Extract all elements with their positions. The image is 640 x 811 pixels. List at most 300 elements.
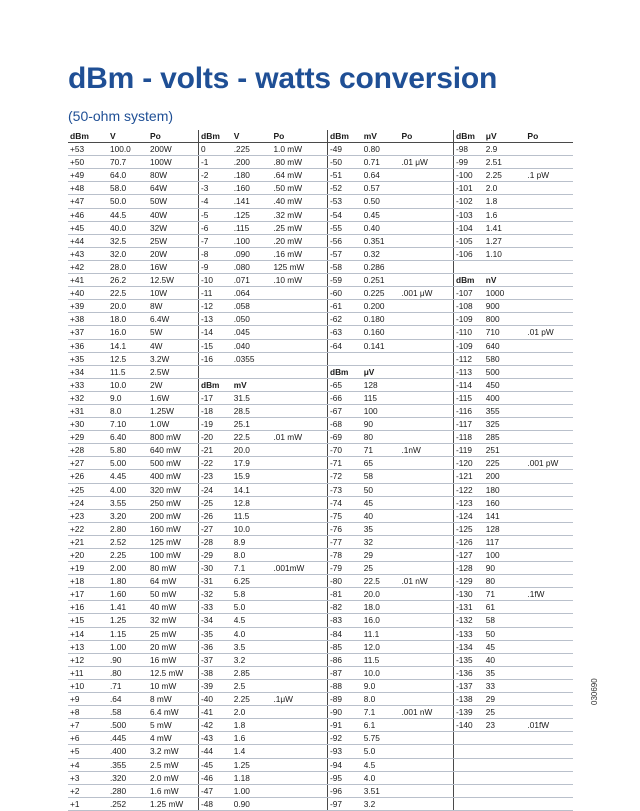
column-group-4: [453, 274, 573, 286]
table-cell: -85: [330, 641, 342, 652]
table-cell: [271, 392, 327, 404]
column-group-3: [327, 759, 453, 771]
table-cell: [271, 497, 327, 509]
table-cell: 1.0W: [150, 419, 170, 430]
column-group-4: [453, 667, 573, 679]
column-group-2: [198, 785, 327, 797]
table-cell: -123: [456, 497, 473, 508]
column-group-2: [198, 601, 327, 613]
table-cell: -101: [456, 183, 473, 194]
table-cell: 16.0: [363, 615, 380, 626]
column-group-4: [453, 484, 573, 496]
page-subtitle: (50-ohm system): [68, 108, 174, 124]
table-cell: +32: [70, 392, 85, 403]
table-cell: [525, 759, 573, 771]
table-cell: .50 mW: [273, 183, 303, 194]
table-cell: 200 mW: [150, 510, 181, 521]
table-cell: 250 mW: [150, 497, 181, 508]
column-group-1: [68, 379, 198, 391]
table-cell: 29: [485, 694, 495, 705]
table-cell: [525, 706, 573, 718]
table-cell: .045: [233, 327, 250, 338]
column-header: dBm: [330, 131, 349, 141]
table-cell: 16 mW: [150, 654, 177, 665]
table-cell: [399, 353, 453, 365]
table-cell: [525, 484, 573, 496]
column-group-2: [198, 628, 327, 640]
column-header: dBm: [201, 131, 220, 141]
table-cell: .080: [233, 261, 250, 272]
table-cell: [525, 641, 573, 653]
table-cell: [271, 798, 327, 810]
column-group-1: [68, 366, 198, 378]
column-group-2: [198, 169, 327, 181]
table-cell: dBm: [201, 379, 220, 390]
table-cell: 58: [363, 471, 373, 482]
table-cell: -79: [330, 563, 342, 574]
table-cell: 285: [485, 432, 500, 443]
table-cell: 0.286: [363, 261, 385, 272]
table-cell: -22: [201, 458, 213, 469]
table-cell: [525, 405, 573, 417]
table-cell: [525, 470, 573, 482]
column-group-3: [327, 156, 453, 168]
table-cell: .71: [110, 680, 122, 691]
table-cell: [399, 785, 453, 797]
column-group-3: [327, 641, 453, 653]
column-group-4: [453, 405, 573, 417]
column-group-3: [327, 340, 453, 352]
table-cell: .141: [233, 196, 250, 207]
column-header: Po: [273, 131, 285, 141]
table-cell: .1fW: [527, 589, 545, 600]
table-row: [68, 235, 573, 248]
table-row: [68, 287, 573, 300]
column-group-3: [327, 484, 453, 496]
table-cell: +48: [70, 183, 85, 194]
table-row: [68, 340, 573, 353]
table-cell: -6: [201, 222, 209, 233]
table-cell: -122: [456, 484, 473, 495]
table-cell: 80: [363, 432, 373, 443]
table-cell: [271, 300, 327, 312]
table-cell: 11.5: [233, 510, 250, 521]
table-cell: 1.00: [110, 641, 127, 652]
table-cell: [399, 274, 453, 286]
table-cell: 9.0: [363, 680, 376, 691]
table-cell: +36: [70, 340, 85, 351]
column-group-4: [453, 366, 573, 378]
table-cell: 71: [485, 589, 495, 600]
table-cell: [271, 588, 327, 600]
table-cell: 32 mW: [150, 615, 177, 626]
table-cell: 28.5: [233, 405, 250, 416]
table-cell: 800 mW: [150, 432, 181, 443]
table-cell: [199, 366, 232, 378]
table-cell: 3.55: [110, 497, 127, 508]
table-cell: -86: [330, 654, 342, 665]
column-group-2: [198, 654, 327, 666]
table-cell: -53: [330, 196, 342, 207]
column-group-2: [198, 326, 327, 338]
column-group-2: [198, 667, 327, 679]
table-cell: 80: [485, 576, 495, 587]
table-cell: [399, 300, 453, 312]
column-group-1: [68, 759, 198, 771]
table-cell: -93: [330, 746, 342, 757]
table-cell: 3.2 mW: [150, 746, 179, 757]
table-cell: [525, 562, 573, 574]
table-cell: [271, 379, 327, 391]
table-row: [68, 680, 573, 693]
table-cell: -20: [201, 432, 213, 443]
table-cell: 1.15: [110, 628, 127, 639]
table-cell: [525, 156, 573, 168]
table-cell: +42: [70, 261, 85, 272]
column-group-1: [68, 523, 198, 535]
column-group-2: [198, 405, 327, 417]
column-group-3: [327, 248, 453, 260]
column-group-3: [327, 300, 453, 312]
table-cell: 4.5: [363, 759, 376, 770]
column-group-3: [327, 326, 453, 338]
table-cell: .40 mW: [273, 196, 303, 207]
table-cell: [399, 195, 453, 207]
table-cell: -3: [201, 183, 209, 194]
table-cell: 0.45: [363, 209, 380, 220]
table-cell: +12: [70, 654, 85, 665]
column-group-2: [198, 745, 327, 757]
column-group-1: [68, 444, 198, 456]
table-cell: -18: [201, 405, 213, 416]
table-cell: -46: [201, 772, 213, 783]
table-cell: 12.5W: [150, 275, 174, 286]
table-cell: [399, 209, 453, 221]
table-cell: [454, 759, 484, 771]
column-group-4: [453, 169, 573, 181]
column-group-1: [68, 536, 198, 548]
column-group-4: [453, 732, 573, 744]
table-cell: 1000: [485, 288, 505, 299]
column-group-2: [198, 235, 327, 247]
table-cell: -54: [330, 209, 342, 220]
table-cell: 160 mW: [150, 523, 181, 534]
table-cell: 40: [485, 654, 495, 665]
table-cell: 18.0: [110, 314, 127, 325]
table-cell: 3.51: [363, 785, 380, 796]
column-group-2: [198, 156, 327, 168]
table-cell: [271, 457, 327, 469]
table-cell: -25: [201, 497, 213, 508]
table-cell: +30: [70, 419, 85, 430]
column-group-1: [68, 169, 198, 181]
table-cell: [525, 745, 573, 757]
table-cell: .200: [233, 157, 250, 168]
column-group-4: [453, 457, 573, 469]
table-cell: 7.1: [363, 707, 376, 718]
table-row: [68, 549, 573, 562]
table-cell: 2.5W: [150, 366, 170, 377]
table-cell: -91: [330, 720, 342, 731]
table-cell: [271, 536, 327, 548]
table-cell: 0: [201, 144, 206, 155]
table-cell: [399, 719, 453, 731]
column-group-3: [327, 169, 453, 181]
table-cell: 0.90: [233, 798, 250, 809]
table-cell: 100W: [150, 157, 172, 168]
table-cell: 4 mW: [150, 733, 172, 744]
table-cell: -31: [201, 576, 213, 587]
table-cell: -71: [330, 458, 342, 469]
table-cell: 12.8: [233, 497, 250, 508]
column-group-1: [68, 798, 198, 810]
column-group-1: [68, 209, 198, 221]
table-cell: [271, 366, 327, 378]
table-cell: -59: [330, 275, 342, 286]
column-header: mV: [363, 131, 377, 141]
table-cell: -67: [330, 405, 342, 416]
column-group-1: [68, 195, 198, 207]
column-group-1: [68, 222, 198, 234]
table-cell: -102: [456, 196, 473, 207]
table-cell: -58: [330, 261, 342, 272]
column-group-1: [68, 719, 198, 731]
table-cell: [525, 601, 573, 613]
table-cell: [525, 379, 573, 391]
column-group-4: [453, 313, 573, 325]
table-cell: 44.5: [110, 209, 127, 220]
table-cell: [454, 732, 484, 744]
table-cell: [525, 143, 573, 155]
table-cell: +35: [70, 353, 85, 364]
table-cell: 2.00: [110, 563, 127, 574]
column-group-4: [453, 222, 573, 234]
column-header: V: [233, 131, 240, 141]
column-group-4: [453, 628, 573, 640]
table-cell: 3.20: [110, 510, 127, 521]
table-cell: 320 mW: [150, 484, 181, 495]
table-cell: 225: [485, 458, 500, 469]
column-group-3: [327, 549, 453, 561]
table-cell: [454, 798, 484, 810]
table-cell: .1 pW: [527, 170, 550, 181]
table-cell: 58.0: [110, 183, 127, 194]
table-cell: -140: [456, 720, 473, 731]
table-cell: +15: [70, 615, 85, 626]
table-cell: [525, 785, 573, 797]
column-group-2: [198, 248, 327, 260]
table-cell: .01 μW: [401, 157, 428, 168]
table-cell: 40W: [150, 209, 168, 220]
table-cell: [454, 261, 484, 273]
column-group-3: [327, 392, 453, 404]
column-group-3: [327, 261, 453, 273]
column-header: Po: [401, 131, 413, 141]
table-cell: 40 mW: [150, 602, 177, 613]
table-cell: 100: [363, 405, 378, 416]
column-group-4: [453, 143, 573, 155]
column-group-4: [453, 785, 573, 797]
table-cell: 16.0: [110, 327, 127, 338]
table-cell: -74: [330, 497, 342, 508]
table-row: [68, 248, 573, 261]
table-row: [68, 300, 573, 313]
column-group-2: [198, 798, 327, 810]
column-group-2: [198, 287, 327, 299]
column-group-2: [198, 274, 327, 286]
table-cell: [525, 497, 573, 509]
table-cell: [271, 470, 327, 482]
table-cell: -121: [456, 471, 473, 482]
table-cell: 45: [363, 497, 373, 508]
table-row: [68, 418, 573, 431]
table-cell: [399, 457, 453, 469]
table-row: [68, 261, 573, 274]
table-cell: .1μW: [273, 694, 293, 705]
table-cell: +23: [70, 510, 85, 521]
column-group-4: [453, 326, 573, 338]
table-cell: [399, 261, 453, 273]
table-cell: mV: [233, 379, 247, 390]
column-group-2: [198, 549, 327, 561]
table-row: [68, 575, 573, 588]
table-cell: +27: [70, 458, 85, 469]
table-row: [68, 523, 573, 536]
table-cell: 125 mW: [150, 536, 181, 547]
table-cell: 1.4: [233, 746, 246, 757]
table-cell: -129: [456, 576, 473, 587]
table-cell: [271, 654, 327, 666]
table-cell: 16W: [150, 261, 168, 272]
table-cell: 5.75: [363, 733, 380, 744]
table-cell: .071: [233, 275, 250, 286]
column-group-2: [198, 562, 327, 574]
table-cell: [271, 405, 327, 417]
column-group-1: [68, 274, 198, 286]
table-cell: [271, 418, 327, 430]
table-cell: +16: [70, 602, 85, 613]
table-cell: 33: [485, 680, 495, 691]
table-cell: +41: [70, 275, 85, 286]
table-cell: [399, 523, 453, 535]
column-group-3: [327, 287, 453, 299]
table-cell: [271, 510, 327, 522]
column-group-1: [68, 261, 198, 273]
column-group-1: [68, 300, 198, 312]
table-cell: .64 mW: [273, 170, 303, 181]
column-group-3: [327, 785, 453, 797]
column-group-4: [453, 562, 573, 574]
table-cell: -127: [456, 550, 473, 560]
table-cell: -40: [201, 694, 213, 705]
table-cell: [454, 772, 484, 784]
column-group-3: [327, 470, 453, 482]
table-cell: [525, 182, 573, 194]
table-cell: -130: [456, 589, 473, 600]
table-cell: -104: [456, 222, 473, 233]
table-cell: [399, 484, 453, 496]
table-cell: +2: [70, 785, 80, 796]
table-cell: .80 mW: [273, 157, 303, 168]
table-cell: .001mW: [273, 563, 305, 574]
table-row: [68, 313, 573, 326]
table-cell: [484, 798, 526, 810]
table-row: [68, 785, 573, 798]
table-cell: -80: [330, 576, 342, 587]
table-cell: [362, 353, 400, 365]
table-cell: 25: [485, 707, 495, 718]
table-cell: .25 mW: [273, 222, 303, 233]
column-group-2: [198, 614, 327, 626]
column-group-1: [68, 182, 198, 194]
table-cell: 17.9: [233, 458, 250, 469]
table-cell: -98: [456, 144, 468, 155]
table-cell: .100: [233, 235, 250, 246]
table-cell: -132: [456, 615, 473, 626]
column-group-2: [198, 195, 327, 207]
column-group-4: [453, 654, 573, 666]
table-cell: -56: [330, 235, 342, 246]
table-cell: -63: [330, 327, 342, 338]
table-cell: 80 mW: [150, 563, 177, 574]
table-cell: 4W: [150, 340, 163, 351]
table-cell: -38: [201, 667, 213, 678]
table-cell: .050: [233, 314, 250, 325]
column-group-3: [327, 209, 453, 221]
table-cell: 9.0: [110, 392, 122, 403]
column-header: dBm: [70, 131, 89, 141]
table-cell: -33: [201, 602, 213, 613]
column-group-3: [327, 588, 453, 600]
table-cell: [399, 340, 453, 352]
table-cell: .280: [110, 785, 127, 796]
table-cell: -62: [330, 314, 342, 325]
table-cell: 4.0: [233, 628, 246, 639]
table-cell: μV: [363, 366, 375, 377]
table-row: [68, 497, 573, 510]
table-cell: +33: [70, 379, 85, 390]
table-cell: 11.1: [363, 628, 380, 639]
column-group-3: [327, 497, 453, 509]
column-group-1: [68, 693, 198, 705]
column-group-2: [198, 732, 327, 744]
table-cell: -117: [456, 419, 472, 430]
table-cell: 6.1: [363, 720, 376, 731]
table-cell: [399, 745, 453, 757]
column-group-1: [68, 497, 198, 509]
table-cell: 1.80: [110, 576, 127, 587]
table-cell: [399, 614, 453, 626]
table-cell: [271, 772, 327, 784]
table-cell: -30: [201, 563, 213, 574]
column-group-3: [327, 235, 453, 247]
table-cell: [525, 366, 573, 378]
column-group-1: [68, 654, 198, 666]
table-cell: 125 mW: [273, 261, 305, 272]
table-cell: 10.0: [110, 379, 127, 390]
table-cell: 32.5: [110, 235, 127, 246]
table-cell: -8: [201, 248, 209, 259]
table-cell: 20 mW: [150, 641, 177, 652]
table-row: [68, 156, 573, 169]
table-cell: 4.45: [110, 471, 127, 482]
table-cell: +7: [70, 720, 80, 731]
table-cell: 40: [363, 510, 373, 521]
column-group-1: [68, 641, 198, 653]
table-row: [68, 601, 573, 614]
table-cell: -138: [456, 694, 473, 705]
column-group-2: [198, 470, 327, 482]
